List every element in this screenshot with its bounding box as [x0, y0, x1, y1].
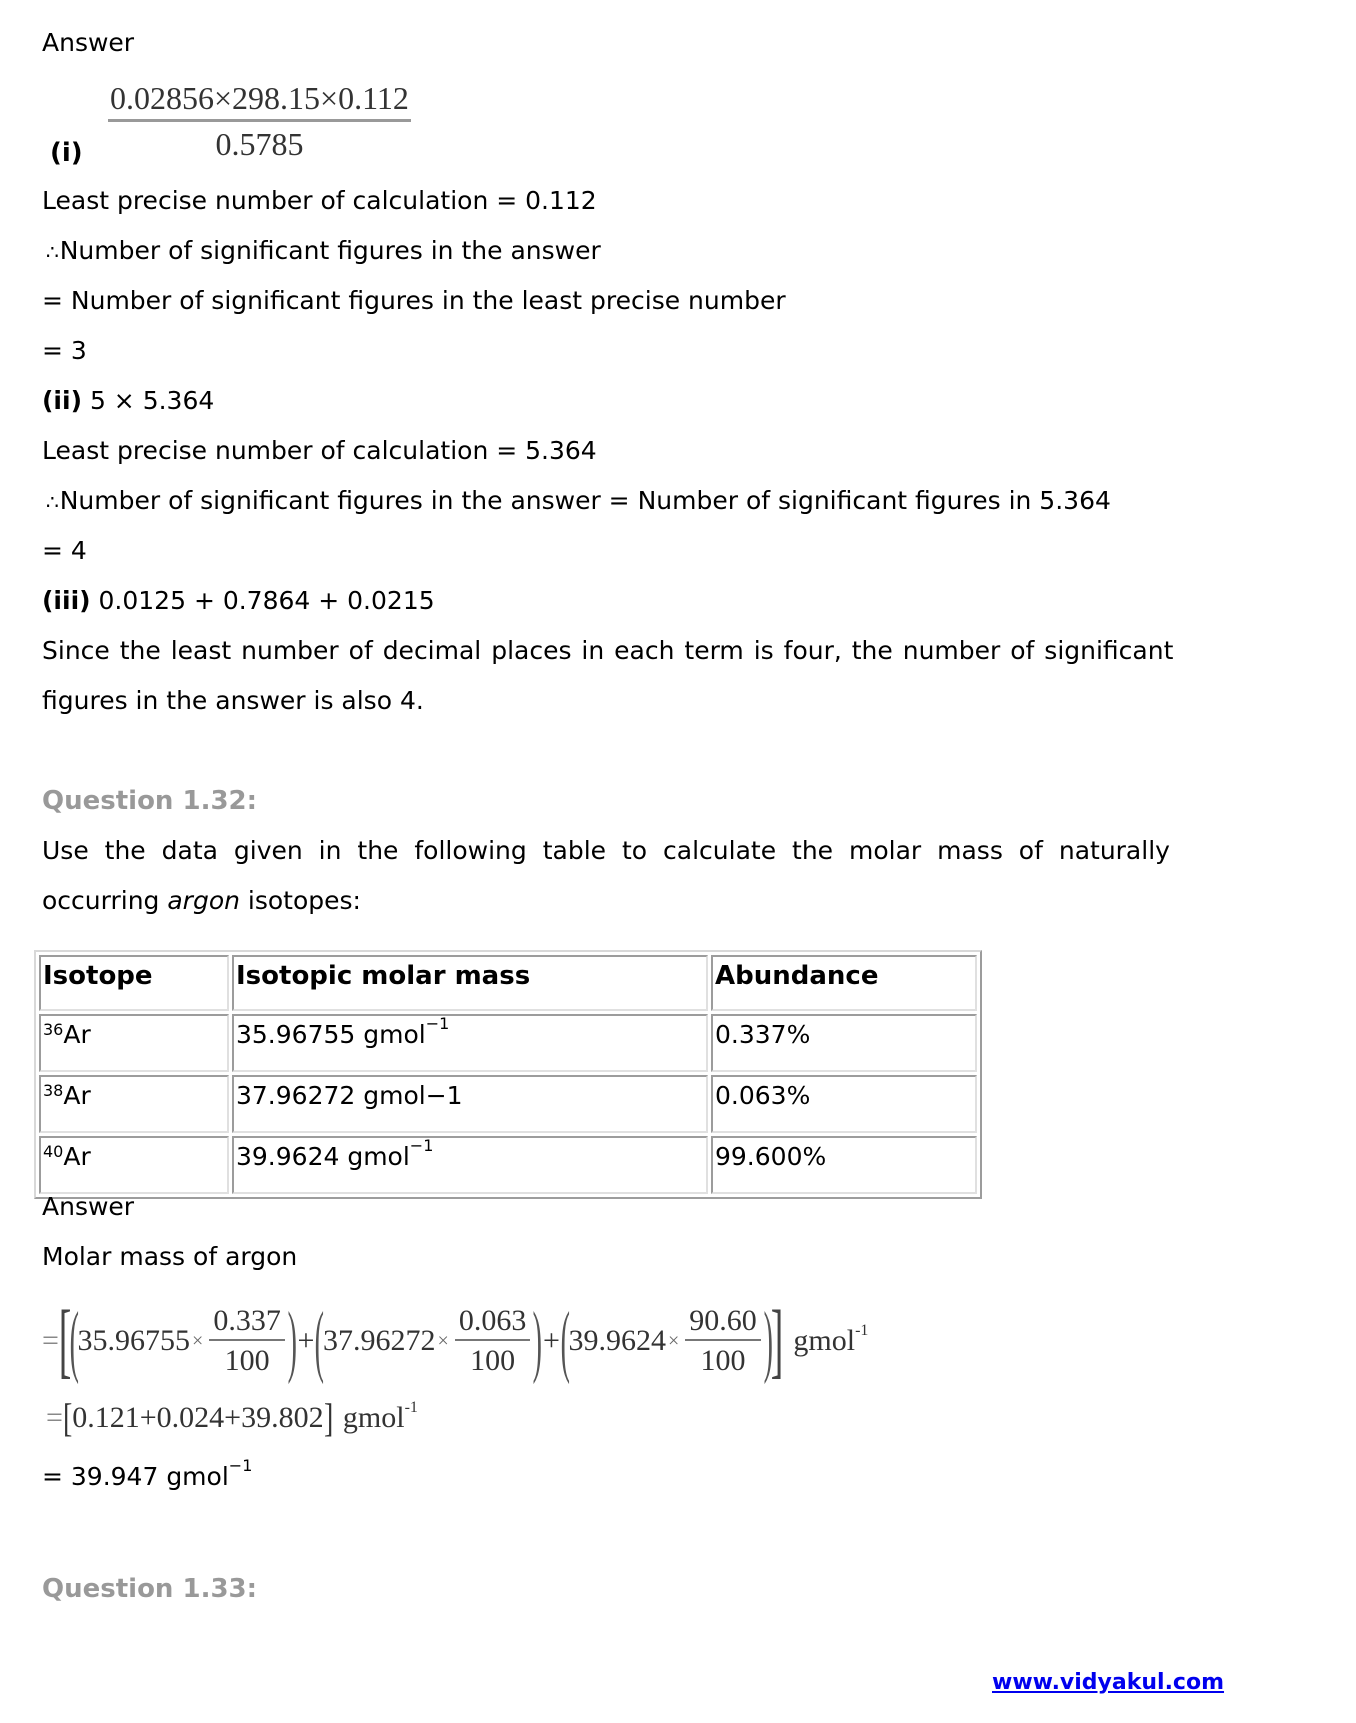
- final-result: [42, 1456, 253, 1491]
- footer: [992, 1666, 1224, 1695]
- text-line-content: Number of significant figures in the answer: [59, 236, 601, 265]
- times-sign: ×: [437, 1329, 449, 1352]
- table-header-row: [39, 955, 977, 1011]
- part-i-label: (i): [50, 138, 83, 168]
- right-bracket: ]: [323, 1395, 333, 1440]
- left-paren: (: [315, 1297, 325, 1385]
- term-fraction: [209, 1304, 285, 1379]
- part-iii-line: [42, 586, 435, 615]
- table-row: [39, 1075, 977, 1133]
- right-paren: ): [287, 1297, 297, 1385]
- text-line: = 4: [42, 536, 87, 565]
- question-text: [42, 886, 361, 915]
- question-text-part: isotopes:: [239, 886, 361, 915]
- question-heading: Question 1.33:: [42, 1574, 258, 1604]
- text-line: Least precise number of calculation = 5.364: [42, 436, 597, 465]
- exponent: −1: [409, 1136, 434, 1155]
- text-line: [46, 236, 601, 265]
- result-exponent: −1: [228, 1456, 253, 1475]
- fraction-denominator: 100: [700, 1343, 746, 1377]
- text-line: Since the least number of decimal places in each term is four, the number of significant: [42, 636, 1174, 665]
- abundance-cell: 0.337%: [711, 1014, 977, 1072]
- fraction-denominator: 100: [470, 1343, 516, 1377]
- unit: [793, 1324, 868, 1358]
- isotope-cell: [39, 1075, 229, 1133]
- left-paren: (: [69, 1297, 79, 1385]
- times-sign: ×: [192, 1329, 204, 1352]
- molar-mass-cell: [232, 1075, 708, 1133]
- part-iii-expression: 0.0125 + 0.7864 + 0.0215: [98, 586, 435, 615]
- table-header: Isotope: [39, 955, 229, 1011]
- answer-label: Answer: [42, 28, 135, 57]
- text-line: Least precise number of calculation = 0.112: [42, 186, 597, 215]
- exponent: −1: [425, 1014, 450, 1033]
- website-link[interactable]: www.vidyakul.com: [992, 1670, 1225, 1695]
- element-symbol: Ar: [63, 1081, 91, 1110]
- answer-label: Answer: [42, 1192, 135, 1221]
- equals-sign: =: [42, 1324, 59, 1357]
- isotope-cell: [39, 1014, 229, 1072]
- plus-sign: +: [542, 1324, 560, 1357]
- question-text-italic: argon: [167, 886, 240, 915]
- mass-number: 40: [43, 1142, 64, 1161]
- unit: [342, 1398, 418, 1435]
- text-line: [46, 486, 1111, 515]
- term-mass: 37.96272: [323, 1324, 436, 1357]
- equals-sign: =: [46, 1400, 63, 1434]
- left-bracket: [: [62, 1395, 73, 1440]
- text-line-content: Number of significant figures in the answer = Number of significant figures in 5.364: [59, 486, 1111, 515]
- abundance-cell: 0.063%: [711, 1075, 977, 1133]
- fraction-numerator: 90.60: [685, 1304, 761, 1341]
- text-line: = Number of significant figures in the least precise number: [42, 286, 786, 315]
- fraction-denominator: 100: [224, 1343, 270, 1377]
- question-text: Use the data given in the following table to calculate the molar mass of naturally: [42, 836, 1170, 865]
- mass-number: 36: [43, 1020, 64, 1039]
- molar-mass: 39.9624 gmol: [236, 1142, 410, 1171]
- unit-exponent: -1: [404, 1398, 418, 1416]
- right-bracket: ]: [771, 1294, 784, 1387]
- abundance-cell: 99.600%: [711, 1136, 977, 1194]
- question-text-part: occurring: [42, 886, 168, 915]
- table-row: [39, 1136, 977, 1194]
- table-header: Abundance: [711, 955, 977, 1011]
- text-line: figures in the answer is also 4.: [42, 686, 424, 715]
- mass-number: 38: [43, 1081, 64, 1100]
- times-sign: ×: [668, 1329, 680, 1352]
- term-mass: 35.96755: [77, 1324, 191, 1357]
- part-ii-label: (ii): [42, 386, 82, 415]
- fraction-i: [108, 80, 411, 163]
- left-bracket: [: [58, 1294, 72, 1387]
- molar-mass: 37.96272 gmol−1: [236, 1081, 463, 1110]
- equation-step-2: [46, 1394, 418, 1441]
- element-symbol: Ar: [63, 1142, 91, 1171]
- table-header: Isotopic molar mass: [232, 955, 708, 1011]
- table-row: [39, 1014, 977, 1072]
- molar-mass-cell: [232, 1014, 708, 1072]
- fraction-numerator: 0.063: [455, 1304, 531, 1341]
- result-text: = 39.947 gmol: [42, 1462, 229, 1491]
- term-mass: 39.9624: [568, 1324, 667, 1357]
- part-iii-label: (iii): [42, 586, 91, 615]
- part-ii-expression: 5 × 5.364: [89, 386, 215, 415]
- therefore-icon: ∴: [46, 490, 58, 514]
- unit-exponent: -1: [855, 1322, 869, 1339]
- fraction-denominator: 0.5785: [215, 126, 304, 162]
- molar-mass: 35.96755 gmol: [236, 1020, 426, 1049]
- left-paren: (: [560, 1297, 570, 1385]
- right-paren: ): [763, 1297, 773, 1385]
- question-heading: Question 1.32:: [42, 786, 258, 816]
- fraction-numerator: 0.337: [209, 1304, 285, 1341]
- element-symbol: Ar: [63, 1020, 91, 1049]
- molar-mass-equation: [42, 1296, 868, 1386]
- molar-mass-cell: [232, 1136, 708, 1194]
- term-fraction: [685, 1304, 761, 1379]
- plus-sign: +: [297, 1324, 315, 1357]
- therefore-icon: ∴: [46, 240, 58, 264]
- text-line: = 3: [42, 336, 87, 365]
- isotope-cell: [39, 1136, 229, 1194]
- step2-content: 0.121+0.024+39.802: [72, 1400, 324, 1434]
- fraction-numerator: 0.02856×298.15×0.112: [108, 80, 411, 122]
- term-fraction: [455, 1304, 531, 1379]
- part-ii-line: [42, 386, 214, 415]
- unit-text: gmol: [793, 1324, 856, 1357]
- unit-text: gmol: [342, 1400, 405, 1434]
- right-paren: ): [532, 1297, 543, 1385]
- isotope-table: [34, 950, 982, 1199]
- molar-mass-label: Molar mass of argon: [42, 1242, 298, 1271]
